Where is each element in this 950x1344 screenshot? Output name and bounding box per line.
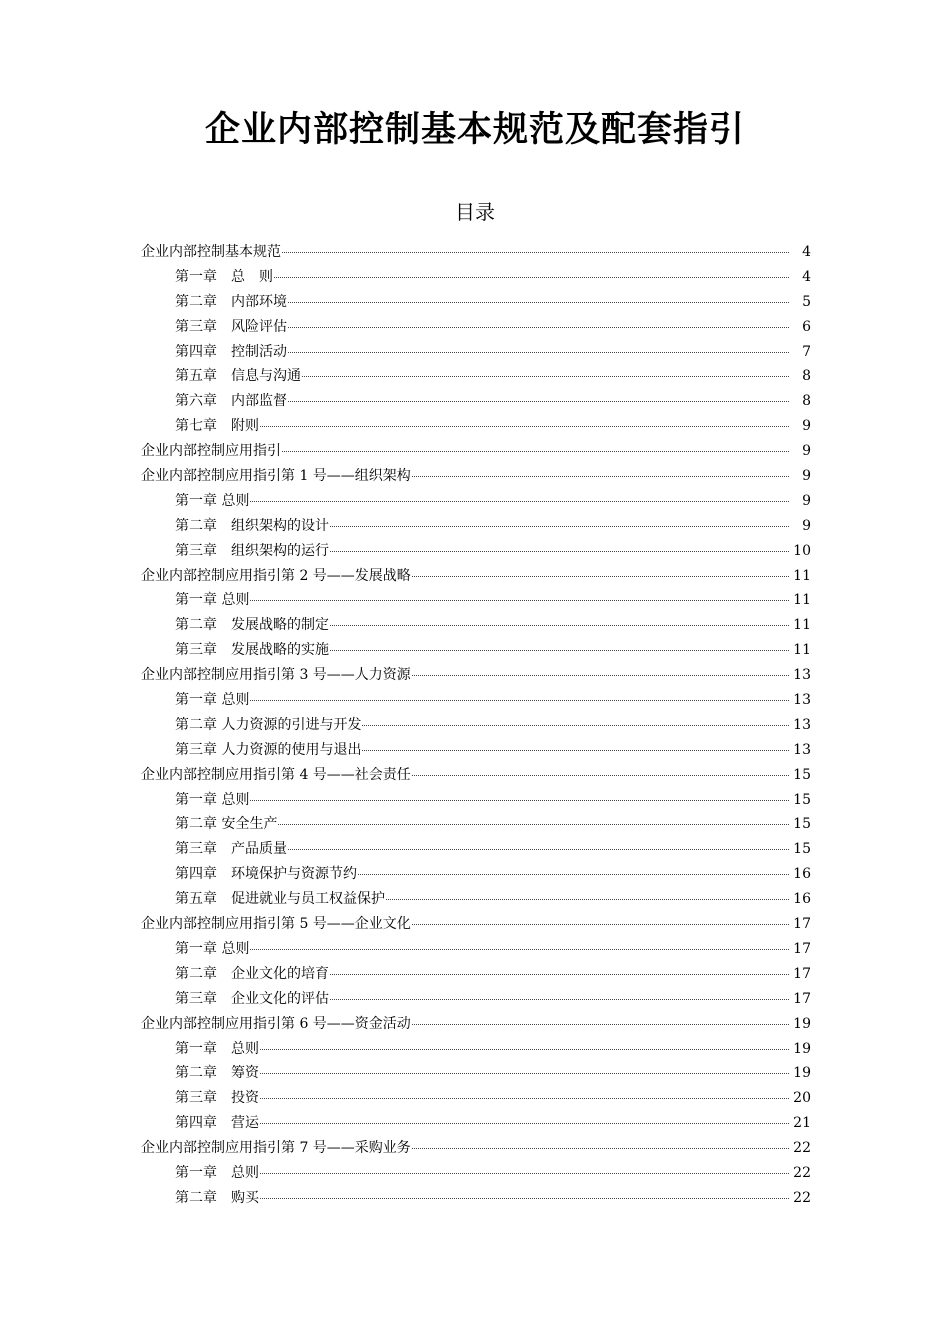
dot-leader	[274, 276, 789, 278]
dot-leader	[288, 326, 789, 328]
toc-entry-page: 8	[802, 393, 811, 410]
dot-leader	[362, 724, 789, 726]
toc-entry[interactable]	[141, 1012, 811, 1037]
dot-leader	[330, 624, 789, 626]
toc-entry-label: 企业内部控制应用指引	[141, 443, 281, 460]
toc-entry-label: 第二章 内部环境	[175, 293, 287, 310]
dot-leader	[412, 674, 789, 676]
toc-entry[interactable]	[141, 713, 811, 738]
toc-entry-label: 企业内部控制应用指引第 1 号——组织架构	[141, 468, 411, 485]
toc-entry-page: 15	[793, 841, 811, 858]
toc-entry-label: 第三章 风险评估	[175, 318, 287, 335]
toc-entry-page: 13	[793, 667, 811, 684]
toc-entry-page: 15	[793, 791, 811, 808]
dot-leader	[288, 351, 789, 353]
toc-entry[interactable]	[141, 912, 811, 937]
dot-leader	[386, 898, 789, 900]
toc-entry-page: 15	[793, 766, 811, 783]
toc-entry[interactable]	[141, 962, 811, 987]
toc-entry-page: 4	[802, 268, 811, 285]
dot-leader	[330, 998, 789, 1000]
dot-leader	[412, 475, 789, 477]
dot-leader	[362, 749, 789, 751]
dot-leader	[358, 873, 789, 875]
toc-entry-label: 第二章 筹资	[175, 1065, 259, 1082]
toc-entry-label: 第七章 附则	[175, 418, 259, 435]
toc-entry-label: 第三章 投资	[175, 1090, 259, 1107]
toc-entry[interactable]	[141, 489, 811, 514]
toc-entry-label: 第一章 总则	[175, 940, 250, 957]
dot-leader	[250, 948, 789, 950]
toc-entry[interactable]	[141, 688, 811, 713]
toc-entry-label: 第一章 总则	[175, 592, 250, 609]
toc-entry[interactable]	[141, 1111, 811, 1136]
toc-entry-label: 第三章 组织架构的运行	[175, 542, 329, 559]
toc-entry-page: 20	[793, 1090, 811, 1107]
toc-entry-page: 11	[793, 642, 811, 659]
dot-leader	[260, 1048, 789, 1050]
toc-entry-page: 11	[793, 617, 811, 634]
dot-leader	[330, 649, 789, 651]
toc-entry-label: 企业内部控制应用指引第 5 号——企业文化	[141, 916, 411, 933]
toc-entry[interactable]	[141, 439, 811, 464]
toc-entry[interactable]	[141, 315, 811, 340]
toc-entry-page: 8	[802, 368, 811, 385]
dot-leader	[412, 1023, 789, 1025]
toc-entry[interactable]	[141, 812, 811, 837]
toc-entry-label: 第六章 内部监督	[175, 393, 287, 410]
toc-entry-page: 15	[793, 816, 811, 833]
toc-entry[interactable]	[141, 613, 811, 638]
toc-entry-page: 17	[793, 940, 811, 957]
toc-entry-label: 第四章 环境保护与资源节约	[175, 866, 357, 883]
toc-entry-page: 13	[793, 692, 811, 709]
toc-entry[interactable]	[141, 1061, 811, 1086]
toc-entry[interactable]	[141, 588, 811, 613]
toc-entry[interactable]	[141, 837, 811, 862]
toc-entry[interactable]	[141, 240, 811, 265]
toc-entry-page: 16	[793, 891, 811, 908]
toc-entry[interactable]	[141, 464, 811, 489]
toc-entry[interactable]	[141, 364, 811, 389]
toc-entry[interactable]	[141, 987, 811, 1012]
dot-leader	[412, 575, 789, 577]
toc-entry-label: 企业内部控制应用指引第 6 号——资金活动	[141, 1015, 411, 1032]
toc-entry[interactable]	[141, 414, 811, 439]
dot-leader	[302, 375, 789, 377]
toc-entry-page: 19	[793, 1065, 811, 1082]
toc-entry-page: 16	[793, 866, 811, 883]
toc-entry-page: 17	[793, 965, 811, 982]
toc-entry-page: 9	[802, 492, 811, 509]
toc-entry-page: 19	[793, 1040, 811, 1057]
dot-leader	[250, 799, 789, 801]
toc-entry-page: 13	[793, 741, 811, 758]
toc-entry-page: 11	[793, 567, 811, 584]
dot-leader	[260, 1122, 789, 1124]
toc-entry[interactable]	[141, 887, 811, 912]
toc-entry[interactable]	[141, 514, 811, 539]
toc-entry-label: 第四章 营运	[175, 1115, 259, 1132]
dot-leader	[330, 525, 789, 527]
toc-entry-page: 7	[802, 343, 811, 360]
dot-leader	[260, 1072, 789, 1074]
toc-entry-label: 第一章 总则	[175, 1040, 259, 1057]
toc-entry-label: 企业内部控制应用指引第 7 号——采购业务	[141, 1140, 411, 1157]
toc-entry-page: 19	[793, 1015, 811, 1032]
toc-entry[interactable]	[141, 663, 811, 688]
toc-entry[interactable]	[141, 1186, 811, 1211]
dot-leader	[282, 450, 789, 452]
toc-entry-page: 22	[793, 1140, 811, 1157]
toc-entry[interactable]	[141, 564, 811, 589]
toc-entry-page: 9	[802, 443, 811, 460]
dot-leader	[288, 848, 789, 850]
toc-entry[interactable]	[141, 788, 811, 813]
dot-leader	[260, 1197, 789, 1199]
toc-entry[interactable]	[141, 638, 811, 663]
dot-leader	[250, 500, 789, 502]
dot-leader	[288, 301, 789, 303]
toc-entry-label: 第一章 总则	[175, 1164, 259, 1181]
toc-entry-label: 第二章 发展战略的制定	[175, 617, 329, 634]
toc-entry-page: 9	[802, 517, 811, 534]
toc-entry-page: 22	[793, 1189, 811, 1206]
table-of-contents	[141, 240, 811, 1211]
toc-entry-page: 6	[802, 318, 811, 335]
toc-entry-label: 第四章 控制活动	[175, 343, 287, 360]
toc-entry-label: 第二章 人力资源的引进与开发	[175, 716, 362, 733]
toc-entry-page: 21	[793, 1115, 811, 1132]
toc-entry-label: 第二章 安全生产	[175, 816, 278, 833]
toc-entry-label: 第二章 企业文化的培育	[175, 965, 329, 982]
dot-leader	[250, 699, 789, 701]
toc-entry[interactable]	[141, 539, 811, 564]
toc-entry[interactable]	[141, 937, 811, 962]
toc-entry-page: 9	[802, 418, 811, 435]
dot-leader	[412, 923, 789, 925]
toc-entry[interactable]	[141, 389, 811, 414]
toc-entry-label: 第一章 总则	[175, 492, 250, 509]
toc-entry-page: 10	[793, 542, 811, 559]
toc-entry[interactable]	[141, 1037, 811, 1062]
toc-entry-label: 第三章 发展战略的实施	[175, 642, 329, 659]
toc-entry[interactable]	[141, 340, 811, 365]
dot-leader	[282, 251, 789, 253]
toc-entry-label: 第五章 信息与沟通	[175, 368, 301, 385]
toc-entry[interactable]	[141, 738, 811, 763]
toc-entry-label: 第二章 购买	[175, 1189, 259, 1206]
toc-entry[interactable]	[141, 1136, 811, 1161]
toc-entry[interactable]	[141, 290, 811, 315]
toc-entry[interactable]	[141, 862, 811, 887]
toc-entry-page: 11	[793, 592, 811, 609]
toc-entry-label: 第三章 人力资源的使用与退出	[175, 741, 362, 758]
toc-entry-label: 第三章 企业文化的评估	[175, 990, 329, 1007]
toc-entry-label: 企业内部控制应用指引第 2 号——发展战略	[141, 567, 411, 584]
dot-leader	[412, 1147, 789, 1149]
dot-leader	[330, 973, 789, 975]
toc-entry-label: 企业内部控制应用指引第 4 号——社会责任	[141, 766, 411, 783]
toc-entry[interactable]	[141, 1086, 811, 1111]
toc-entry-label: 第一章 总则	[175, 791, 250, 808]
dot-leader	[260, 425, 789, 427]
toc-entry-label: 企业内部控制应用指引第 3 号——人力资源	[141, 667, 411, 684]
dot-leader	[260, 1172, 789, 1174]
toc-entry-label: 企业内部控制基本规范	[141, 244, 281, 260]
toc-entry[interactable]	[141, 763, 811, 788]
toc-entry[interactable]	[141, 265, 811, 290]
toc-entry-label: 第三章 产品质量	[175, 841, 287, 858]
toc-entry-page: 4	[802, 244, 811, 260]
dot-leader	[278, 823, 789, 825]
toc-entry-label: 第一章 总则	[175, 692, 250, 709]
toc-entry[interactable]	[141, 1161, 811, 1186]
document-title: 企业内部控制基本规范及配套指引	[204, 110, 745, 150]
toc-entry-page: 17	[793, 990, 811, 1007]
toc-entry-label: 第五章 促进就业与员工权益保护	[175, 891, 385, 908]
dot-leader	[260, 1097, 789, 1099]
toc-entry-label: 第二章 组织架构的设计	[175, 517, 329, 534]
dot-leader	[330, 550, 789, 552]
dot-leader	[288, 400, 789, 402]
dot-leader	[412, 774, 789, 776]
toc-entry-page: 9	[802, 468, 811, 485]
toc-entry-page: 13	[793, 716, 811, 733]
toc-entry-label: 第一章 总 则	[175, 268, 273, 285]
toc-entry-page: 22	[793, 1164, 811, 1181]
toc-entry-page: 17	[793, 916, 811, 933]
toc-heading: 目录	[455, 200, 495, 224]
toc-entry-page: 5	[802, 293, 811, 310]
dot-leader	[250, 599, 789, 601]
